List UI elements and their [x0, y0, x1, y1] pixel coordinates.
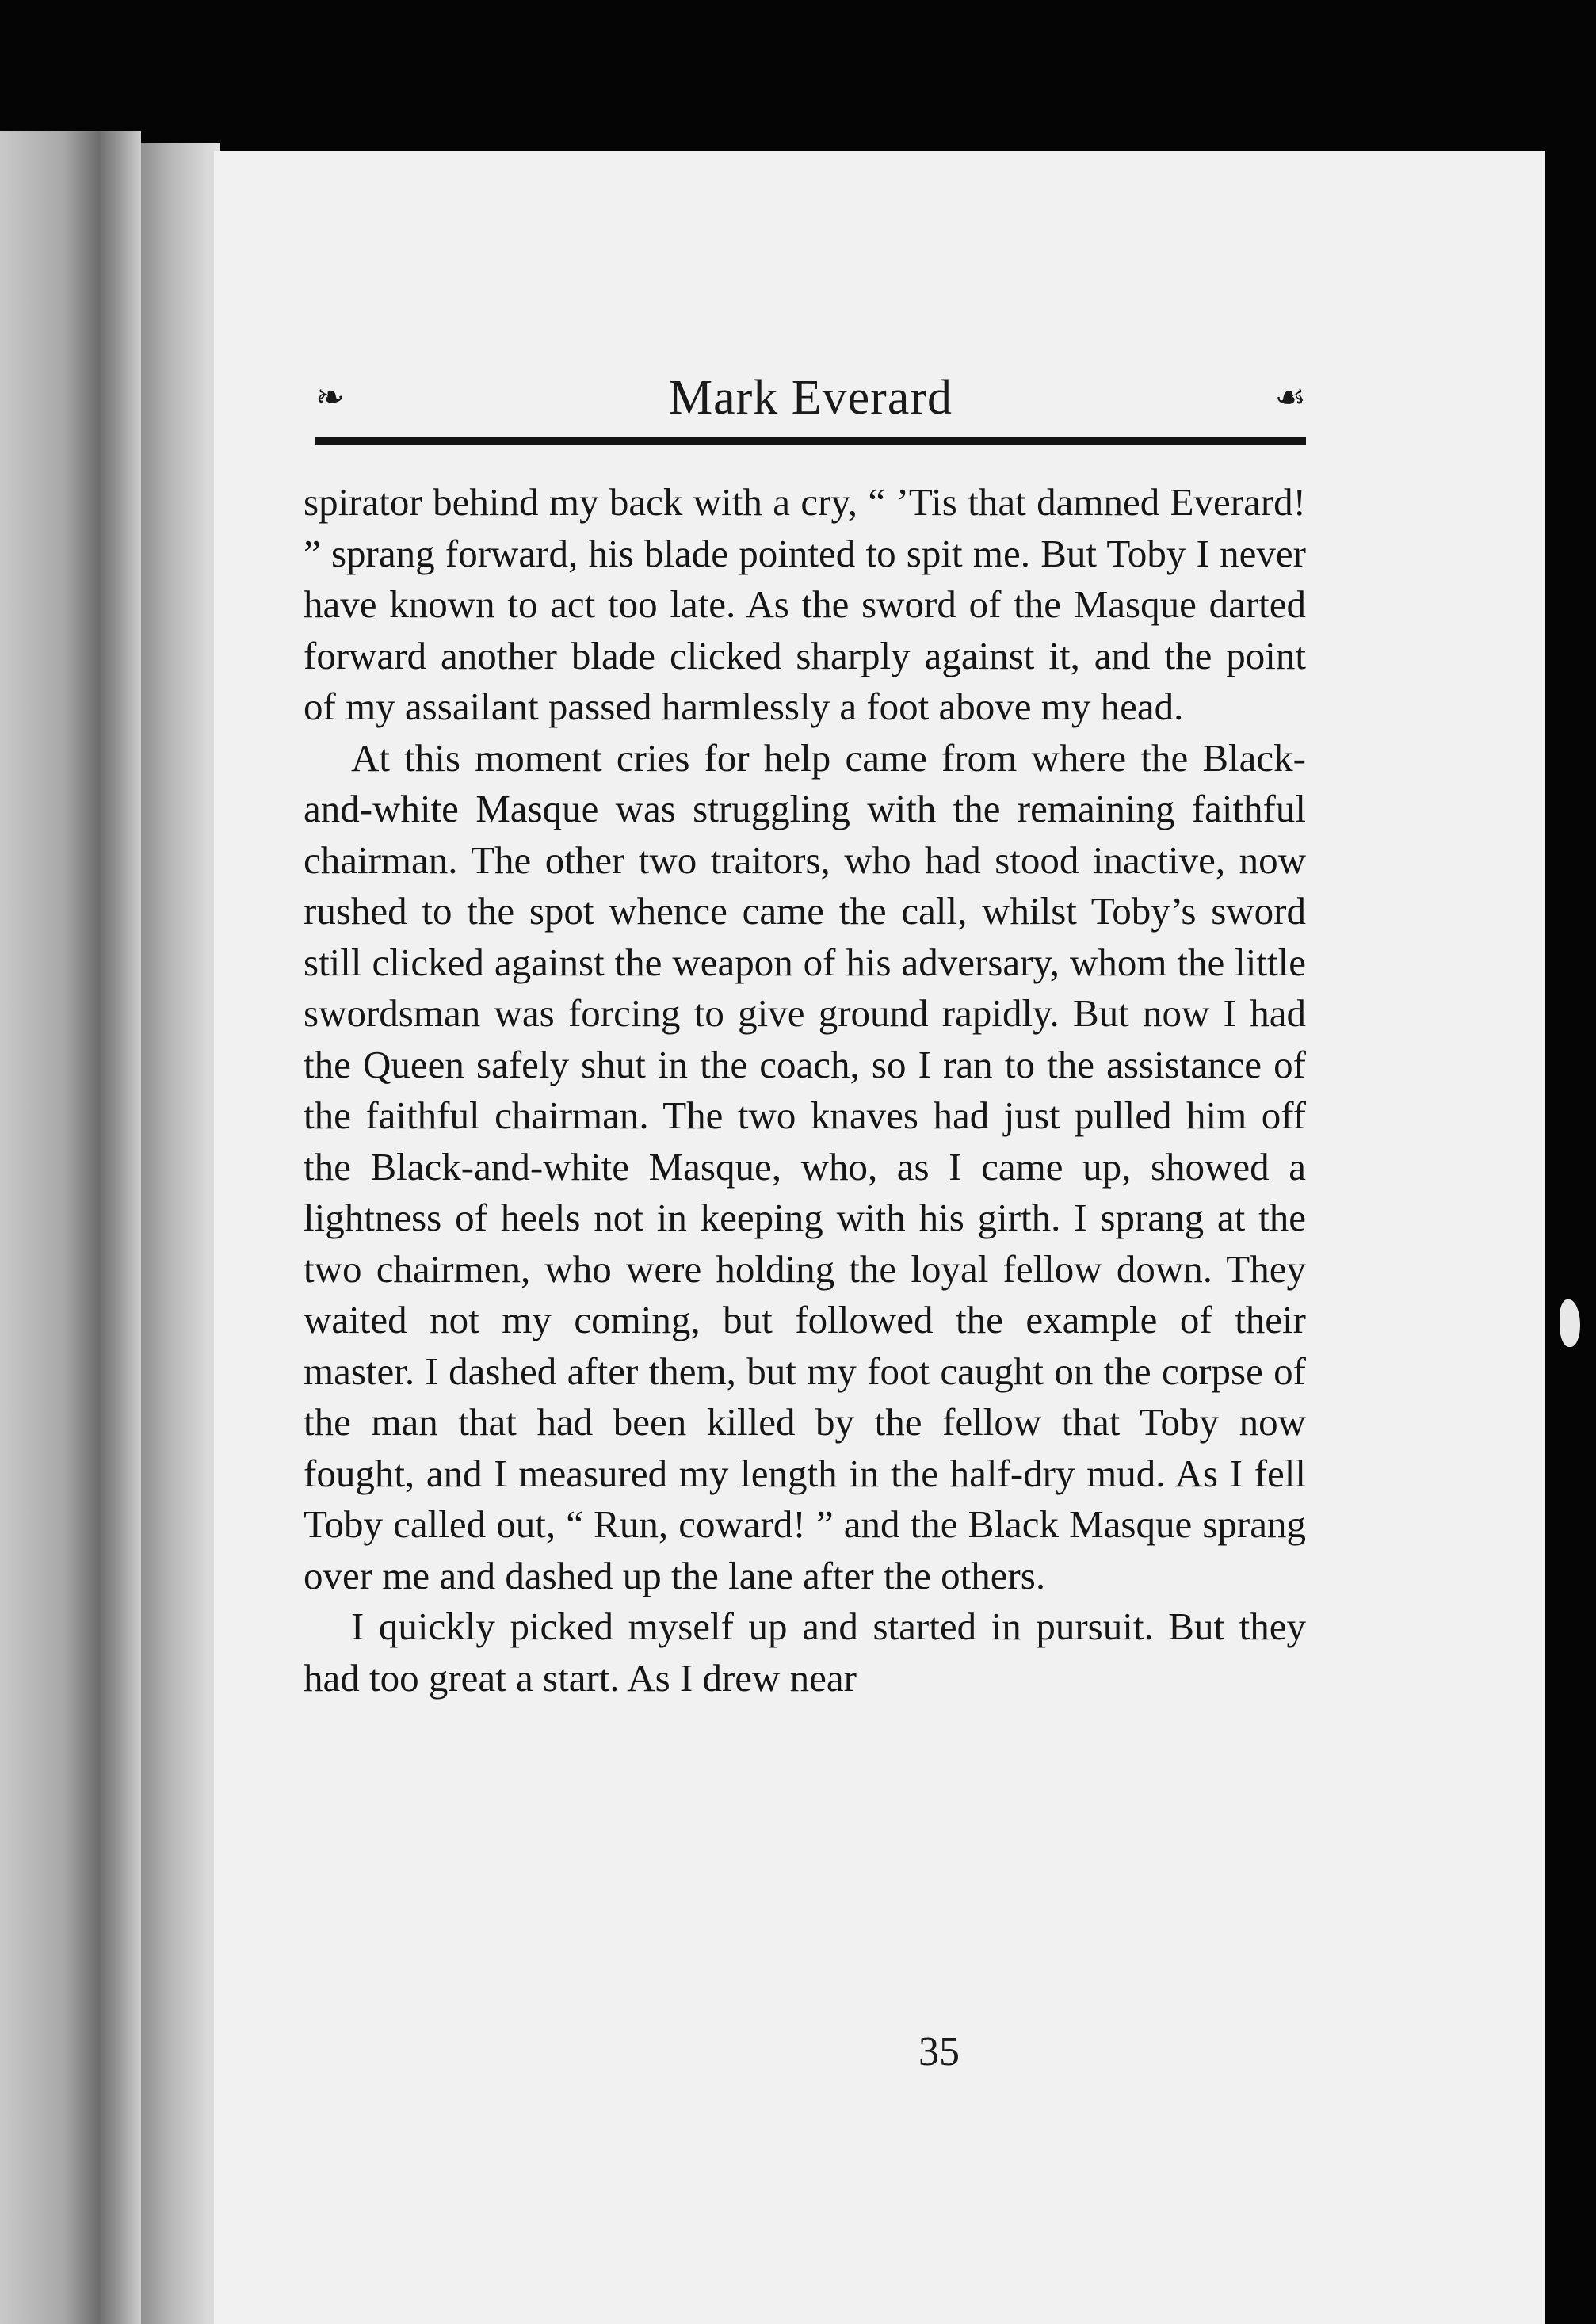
fleuron-left-icon: ❧ [315, 377, 345, 418]
page-title: Mark Everard [669, 371, 953, 425]
fleuron-right-icon: ☙ [1274, 377, 1306, 418]
spine-shadow [141, 143, 220, 2324]
paragraph: I quickly picked myself up and started in pursuit. But they had too great a start. As I drew near [304, 1605, 1306, 1700]
page-number: 35 [918, 2029, 960, 2074]
facing-page-edge [0, 131, 141, 2324]
running-head [315, 366, 1306, 429]
background-right [1545, 151, 1596, 2324]
header-rule [315, 437, 1306, 445]
body-text [304, 477, 1306, 1704]
paragraph: At this moment cries for help came from where the Black-and-white Masque was struggling with the remaining faithful chairman. The other two traitors, who had stood inactive, now rushed to the spot whence came the call, whilst Toby’s sword still clicked against the weapon of his adversary, whom the little swordsman was forcing to give ground rapidly. But now I had the Queen safely shut in the coach, so I ran to the assistance of the faithful chairman. The two knaves had just pulled him off the Black-and-white Masque, who, as I came up, showed a lightness of heels not in keeping with his girth. I sprang at the two chairmen, who were holding the loyal fellow down. They waited not my coming, but followed the example of their master. I dashed after them, but my foot caught on the corpse of the man that had been killed by the fellow that Toby now fought, and I measured my length in the half-dry mud. As I fell Toby called out, “ Run, coward! ” and the Black Masque sprang over me and dashed up the lane after the others. [304, 735, 1306, 1597]
paragraph: spirator behind my back with a cry, “ ’Tis that damned Everard! ” sprang forward, his blade pointed to spit me. But Toby I never have known to act too late. As the sword of the Masque darted forward another blade clicked sharply against it, and the point of my assailant passed harmlessly a foot above my head. [304, 480, 1306, 728]
